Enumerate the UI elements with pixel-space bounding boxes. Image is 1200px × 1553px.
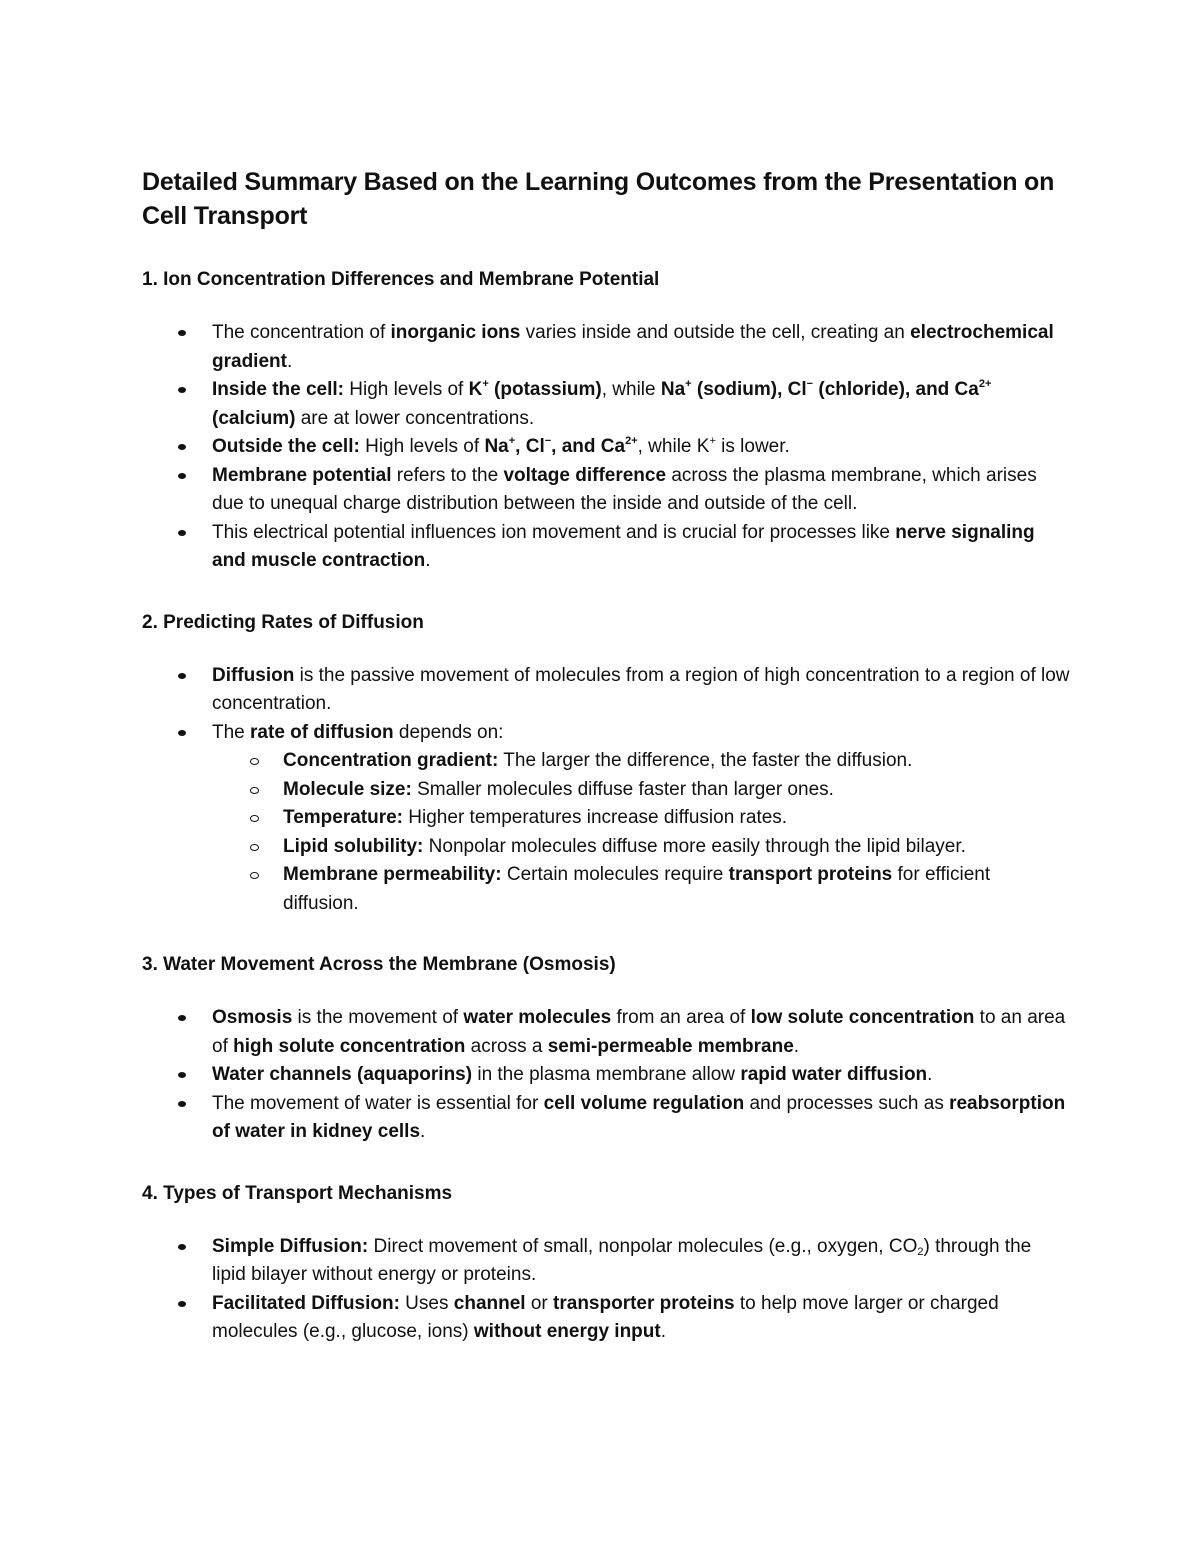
- sub-bullet-list: [212, 747, 1070, 918]
- sub-bullet-item: Lipid solubility: Nonpolar molecules diffuse more easily through the lipid bilayer.: [283, 833, 1070, 862]
- section-2: [142, 610, 1070, 919]
- section-heading: 4. Types of Transport Mechanisms: [142, 1182, 453, 1204]
- bullet-item: [212, 462, 1070, 519]
- section-3: [142, 952, 1070, 1147]
- bullet-text: Facilitated Diffusion: Uses channel or transporter proteins to help move larger or charged molecules (e.g., glucose, ions) without energy input.: [212, 1292, 999, 1342]
- bullet-item: [212, 319, 1070, 376]
- section-heading: 3. Water Movement Across the Membrane (Osmosis): [142, 954, 616, 975]
- bullet-list: [142, 662, 1070, 919]
- bullet-text: Osmosis is the movement of water molecules from an area of low solute concentration to an area of high solute concentration across a semi-permeable membrane.: [212, 1007, 1066, 1057]
- bullet-list: [142, 1233, 1070, 1347]
- bullet-item: [212, 1061, 1070, 1090]
- bullet-item: [212, 376, 1070, 433]
- bullet-text: The movement of water is essential for cell volume regulation and processes such as reabsorption of water in kidney cells.: [212, 1092, 1066, 1142]
- bullet-text: Water channels (aquaporins) in the plasma membrane allow rapid water diffusion.: [212, 1064, 933, 1085]
- bullet-text: Outside the cell: High levels of Na+, Cl−, and $Ca^{2+}$, while K+ is lower.: [212, 435, 790, 457]
- sub-bullet-item: Molecule size: Smaller molecules diffuse faster than larger ones.: [283, 776, 1070, 805]
- bullet-text: The rate of diffusion depends on:: [212, 721, 504, 743]
- bullet-item: [212, 662, 1070, 719]
- bullet-text: Inside the cell: High levels of K+ (potassium), while Na+ (sodium), Cl− (chloride), and $Ca^{2+}$ (calcium) are at lower concentrations.: [212, 378, 992, 429]
- bullet-text: Simple Diffusion: Direct movement of small, nonpolar molecules (e.g., oxygen, $CO_2$) through the lipid bilayer without energy or proteins.: [212, 1235, 1032, 1285]
- bullet-list: [142, 1004, 1070, 1147]
- bullet-text: The concentration of inorganic ions varies inside and outside the cell, creating an electrochemical gradient.: [212, 322, 1054, 372]
- bullet-list: [142, 319, 1070, 576]
- document-body: [142, 267, 1070, 1347]
- bullet-item: [212, 1290, 1070, 1347]
- section-heading: 1. Ion Concentration Differences and Membrane Potential: [142, 269, 660, 290]
- section-1: [142, 267, 1070, 576]
- bullet-item: [212, 1233, 1070, 1290]
- sub-bullet-item: Concentration gradient: The larger the difference, the faster the diffusion.: [283, 747, 1070, 776]
- bullet-item: [212, 1090, 1070, 1147]
- bullet-item: [212, 719, 1070, 919]
- sub-bullet-item: Temperature: Higher temperatures increase diffusion rates.: [283, 804, 1070, 833]
- bullet-text: Diffusion is the passive movement of molecules from a region of high concentration to a region of low concentration.: [212, 664, 1070, 714]
- bullet-text: This electrical potential influences ion movement and is crucial for processes like nerve signaling and muscle contraction.: [212, 521, 1035, 571]
- bullet-text: Membrane potential refers to the voltage difference across the plasma membrane, which arises due to unequal charge distribution between the inside and outside of the cell.: [212, 464, 1037, 514]
- section-heading: 2. Predicting Rates of Diffusion: [142, 611, 424, 633]
- sub-bullet-item: Membrane permeability: Certain molecules require transport proteins for efficient diffusion.: [283, 861, 1070, 918]
- bullet-item: [212, 519, 1070, 576]
- section-4: [142, 1181, 1070, 1347]
- bullet-item: [212, 433, 1070, 462]
- document-title: Detailed Summary Based on the Learning Outcomes from the Presentation on Cell Transport: [142, 168, 1055, 230]
- bullet-item: [212, 1004, 1070, 1061]
